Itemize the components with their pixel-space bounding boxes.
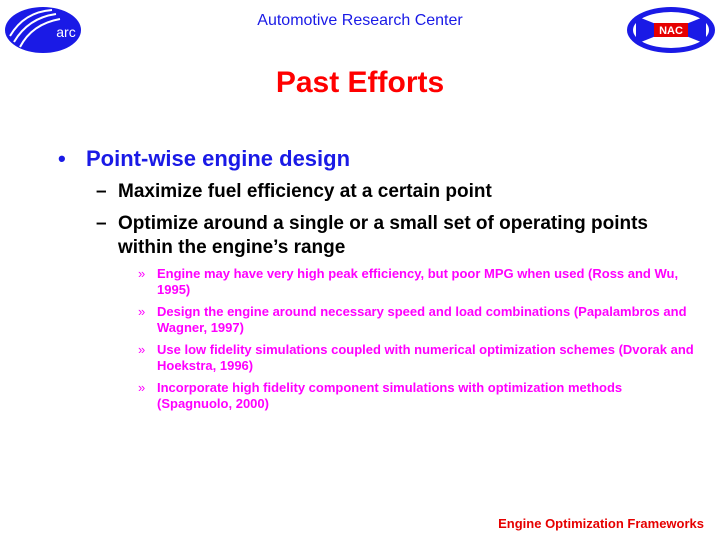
detail-text: Design the engine around necessary speed and load combinations (Papalambros and Wagner, 1997) [157, 304, 687, 335]
detail-text: Use low fidelity simulations coupled with numerical optimization schemes (Dvorak and Hoekstra, 1996) [157, 342, 694, 373]
bullet-dot: • [58, 146, 66, 171]
raquo-marker: » [138, 304, 146, 319]
sub-bullet-2 [96, 212, 678, 260]
detail-text: Incorporate high fidelity component simulations with optimization methods (Spagnuolo, 2000) [157, 380, 623, 411]
raquo-marker: » [138, 342, 146, 357]
bullet-text: Point-wise engine design [86, 146, 351, 171]
detail-item-4 [138, 380, 697, 412]
dash-marker: – [96, 181, 107, 202]
dash-marker: – [96, 213, 107, 234]
sub-bullet-text: Optimize around a single or a small set of operating points within the engine’s range [118, 213, 648, 258]
footer-text: Engine Optimization Frameworks [498, 516, 704, 531]
raquo-marker: » [138, 380, 146, 395]
detail-text: Engine may have very high peak efficiency, but poor MPG when used (Ross and Wu, 1995) [157, 266, 679, 297]
sub-bullet-text: Maximize fuel efficiency at a certain point [118, 181, 492, 202]
nac-logo-text: NAC [659, 25, 683, 37]
sub-bullet-1 [96, 180, 678, 204]
arc-logo-text: arc [56, 24, 76, 40]
detail-item-1 [138, 266, 697, 298]
detail-item-2 [138, 304, 697, 336]
bullet-level1 [58, 146, 350, 172]
header-title: Automotive Research Center [257, 12, 463, 29]
slide-title: Past Efforts [275, 66, 445, 99]
detail-item-3 [138, 342, 697, 374]
nac-logo [626, 6, 716, 54]
raquo-marker: » [138, 266, 146, 281]
